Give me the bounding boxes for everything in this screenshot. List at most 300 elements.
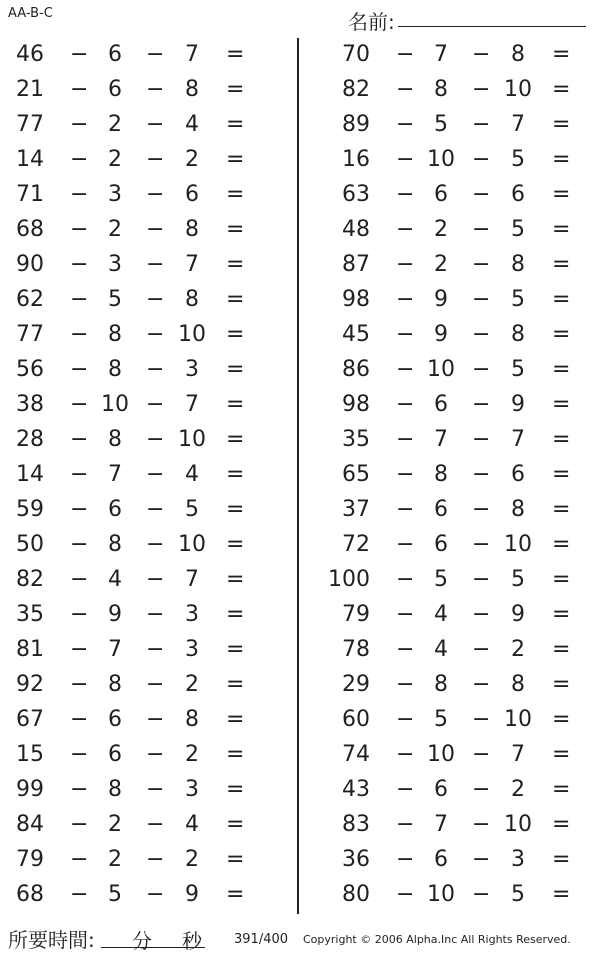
minuend: 37 bbox=[342, 497, 370, 522]
subtrahend-2: 6 bbox=[185, 182, 199, 207]
minuend: 82 bbox=[342, 77, 370, 102]
minuend: 82 bbox=[16, 567, 44, 592]
minuend: 50 bbox=[16, 532, 44, 557]
minus-sign: − bbox=[396, 77, 415, 102]
minus-sign: − bbox=[70, 42, 89, 67]
answer-blank[interactable] bbox=[576, 637, 600, 663]
minuend: 92 bbox=[16, 672, 44, 697]
equals-sign: = bbox=[226, 567, 245, 592]
minuend: 45 bbox=[342, 322, 370, 347]
minus-sign: − bbox=[472, 217, 491, 242]
name-dot: . bbox=[583, 19, 587, 30]
answer-blank[interactable] bbox=[250, 357, 290, 383]
equals-sign: = bbox=[226, 357, 245, 382]
subtrahend-1: 8 bbox=[434, 672, 448, 697]
answer-blank[interactable] bbox=[576, 112, 600, 138]
minus-sign: − bbox=[396, 812, 415, 837]
minus-sign: − bbox=[396, 357, 415, 382]
equals-sign: = bbox=[226, 182, 245, 207]
subtrahend-1: 4 bbox=[434, 602, 448, 627]
answer-blank[interactable] bbox=[576, 427, 600, 453]
minuend: 48 bbox=[342, 217, 370, 242]
equals-sign: = bbox=[226, 637, 245, 662]
minus-sign: − bbox=[146, 287, 165, 312]
equals-sign: = bbox=[552, 392, 571, 417]
minus-sign: − bbox=[146, 147, 165, 172]
minuend: 84 bbox=[16, 812, 44, 837]
answer-blank[interactable] bbox=[250, 672, 290, 698]
equals-sign: = bbox=[226, 77, 245, 102]
subtrahend-2: 5 bbox=[511, 567, 525, 592]
minus-sign: − bbox=[70, 427, 89, 452]
answer-blank[interactable] bbox=[576, 322, 600, 348]
minus-sign: − bbox=[472, 637, 491, 662]
minuend: 46 bbox=[16, 42, 44, 67]
minuend: 21 bbox=[16, 77, 44, 102]
minus-sign: − bbox=[146, 497, 165, 522]
minus-sign: − bbox=[396, 112, 415, 137]
subtrahend-2: 3 bbox=[185, 777, 199, 802]
subtrahend-1: 9 bbox=[108, 602, 122, 627]
answer-blank[interactable] bbox=[576, 147, 600, 173]
minus-sign: − bbox=[70, 462, 89, 487]
answer-blank[interactable] bbox=[250, 497, 290, 523]
answer-blank[interactable] bbox=[576, 812, 600, 838]
minus-sign: − bbox=[146, 462, 165, 487]
equals-sign: = bbox=[552, 567, 571, 592]
subtrahend-2: 7 bbox=[185, 42, 199, 67]
minus-sign: − bbox=[70, 77, 89, 102]
minus-sign: − bbox=[396, 567, 415, 592]
equals-sign: = bbox=[226, 672, 245, 697]
minuend: 74 bbox=[342, 742, 370, 767]
subtrahend-1: 2 bbox=[108, 812, 122, 837]
subtrahend-1: 5 bbox=[108, 287, 122, 312]
minus-sign: − bbox=[70, 357, 89, 382]
subtrahend-2: 8 bbox=[511, 42, 525, 67]
answer-blank[interactable] bbox=[250, 777, 290, 803]
minus-sign: − bbox=[396, 637, 415, 662]
subtrahend-1: 2 bbox=[108, 147, 122, 172]
minus-sign: − bbox=[472, 147, 491, 172]
answer-blank[interactable] bbox=[250, 182, 290, 208]
subtrahend-1: 8 bbox=[434, 77, 448, 102]
minuend: 79 bbox=[342, 602, 370, 627]
minuend: 68 bbox=[16, 882, 44, 907]
minuend: 59 bbox=[16, 497, 44, 522]
answer-blank[interactable] bbox=[576, 252, 600, 278]
subtrahend-2: 4 bbox=[185, 812, 199, 837]
minuend: 77 bbox=[16, 322, 44, 347]
equals-sign: = bbox=[226, 777, 245, 802]
answer-blank[interactable] bbox=[250, 567, 290, 593]
subtrahend-1: 7 bbox=[108, 462, 122, 487]
minus-sign: − bbox=[70, 532, 89, 557]
minus-sign: − bbox=[70, 392, 89, 417]
minus-sign: − bbox=[472, 252, 491, 277]
subtrahend-2: 7 bbox=[511, 742, 525, 767]
name-label: 名前: bbox=[348, 10, 395, 34]
equals-sign: = bbox=[552, 217, 571, 242]
equals-sign: = bbox=[226, 112, 245, 137]
subtrahend-1: 6 bbox=[108, 742, 122, 767]
subtrahend-1: 2 bbox=[108, 112, 122, 137]
subtrahend-2: 2 bbox=[185, 742, 199, 767]
minus-sign: − bbox=[146, 252, 165, 277]
subtrahend-1: 6 bbox=[108, 42, 122, 67]
answer-blank[interactable] bbox=[576, 672, 600, 698]
minus-sign: − bbox=[472, 287, 491, 312]
subtrahend-2: 3 bbox=[511, 847, 525, 872]
minuend: 43 bbox=[342, 777, 370, 802]
seconds-label: 秒 bbox=[182, 929, 202, 953]
answer-blank[interactable] bbox=[576, 742, 600, 768]
subtrahend-1: 2 bbox=[434, 252, 448, 277]
answer-blank[interactable] bbox=[250, 602, 290, 628]
subtrahend-2: 8 bbox=[185, 77, 199, 102]
equals-sign: = bbox=[226, 602, 245, 627]
subtrahend-1: 8 bbox=[108, 777, 122, 802]
subtrahend-1: 6 bbox=[434, 497, 448, 522]
answer-blank[interactable] bbox=[576, 287, 600, 313]
minus-sign: − bbox=[472, 497, 491, 522]
minus-sign: − bbox=[396, 147, 415, 172]
minus-sign: − bbox=[396, 672, 415, 697]
subtrahend-2: 10 bbox=[504, 812, 532, 837]
minus-sign: − bbox=[70, 777, 89, 802]
minus-sign: − bbox=[70, 497, 89, 522]
minus-sign: − bbox=[146, 707, 165, 732]
answer-blank[interactable] bbox=[576, 777, 600, 803]
minus-sign: − bbox=[396, 217, 415, 242]
subtrahend-1: 6 bbox=[108, 497, 122, 522]
minus-sign: − bbox=[146, 217, 165, 242]
minus-sign: − bbox=[70, 637, 89, 662]
subtrahend-1: 8 bbox=[108, 672, 122, 697]
minus-sign: − bbox=[146, 812, 165, 837]
minuend: 60 bbox=[342, 707, 370, 732]
minus-sign: − bbox=[396, 392, 415, 417]
minus-sign: − bbox=[472, 707, 491, 732]
equals-sign: = bbox=[552, 497, 571, 522]
equals-sign: = bbox=[552, 847, 571, 872]
subtrahend-2: 3 bbox=[185, 602, 199, 627]
equals-sign: = bbox=[552, 42, 571, 67]
minuend: 70 bbox=[342, 42, 370, 67]
equals-sign: = bbox=[552, 672, 571, 697]
minus-sign: − bbox=[146, 77, 165, 102]
subtrahend-1: 6 bbox=[108, 707, 122, 732]
answer-blank[interactable] bbox=[576, 532, 600, 558]
minus-sign: − bbox=[70, 847, 89, 872]
subtrahend-2: 2 bbox=[185, 847, 199, 872]
subtrahend-2: 9 bbox=[185, 882, 199, 907]
answer-blank[interactable] bbox=[250, 427, 290, 453]
minus-sign: − bbox=[146, 427, 165, 452]
subtrahend-2: 2 bbox=[185, 147, 199, 172]
subtrahend-1: 6 bbox=[434, 392, 448, 417]
subtrahend-2: 10 bbox=[178, 427, 206, 452]
minus-sign: − bbox=[396, 882, 415, 907]
answer-blank[interactable] bbox=[250, 112, 290, 138]
minus-sign: − bbox=[396, 777, 415, 802]
subtrahend-2: 8 bbox=[511, 497, 525, 522]
equals-sign: = bbox=[552, 707, 571, 732]
minus-sign: − bbox=[396, 602, 415, 627]
minuend: 71 bbox=[16, 182, 44, 207]
minus-sign: − bbox=[396, 252, 415, 277]
answer-blank[interactable] bbox=[250, 462, 290, 488]
subtrahend-2: 7 bbox=[185, 252, 199, 277]
equals-sign: = bbox=[552, 287, 571, 312]
copyright: Copyright © 2006 Alpha.Inc All Rights Reserved. bbox=[303, 933, 571, 946]
subtrahend-2: 3 bbox=[185, 357, 199, 382]
worksheet-code: AA-B-C bbox=[8, 6, 53, 21]
answer-blank[interactable] bbox=[250, 322, 290, 348]
minus-sign: − bbox=[146, 322, 165, 347]
minuend: 35 bbox=[16, 602, 44, 627]
subtrahend-1: 8 bbox=[108, 322, 122, 347]
equals-sign: = bbox=[226, 497, 245, 522]
minus-sign: − bbox=[472, 392, 491, 417]
subtrahend-1: 3 bbox=[108, 182, 122, 207]
minus-sign: − bbox=[70, 147, 89, 172]
answer-blank[interactable] bbox=[250, 42, 290, 68]
minus-sign: − bbox=[70, 112, 89, 137]
minus-sign: − bbox=[472, 602, 491, 627]
answer-blank[interactable] bbox=[576, 182, 600, 208]
minus-sign: − bbox=[396, 462, 415, 487]
answer-blank[interactable] bbox=[250, 882, 290, 908]
minus-sign: − bbox=[472, 882, 491, 907]
minus-sign: − bbox=[472, 742, 491, 767]
minus-sign: − bbox=[396, 322, 415, 347]
minus-sign: − bbox=[472, 77, 491, 102]
minus-sign: − bbox=[70, 742, 89, 767]
subtrahend-2: 5 bbox=[511, 357, 525, 382]
minus-sign: − bbox=[146, 637, 165, 662]
minuend: 99 bbox=[16, 777, 44, 802]
subtrahend-2: 9 bbox=[511, 602, 525, 627]
subtrahend-1: 8 bbox=[108, 532, 122, 557]
minuend: 62 bbox=[16, 287, 44, 312]
column-divider bbox=[297, 38, 299, 914]
minus-sign: − bbox=[472, 42, 491, 67]
minus-sign: − bbox=[70, 567, 89, 592]
answer-blank[interactable] bbox=[250, 77, 290, 103]
subtrahend-1: 8 bbox=[108, 357, 122, 382]
minus-sign: − bbox=[146, 672, 165, 697]
equals-sign: = bbox=[552, 637, 571, 662]
answer-blank[interactable] bbox=[576, 217, 600, 243]
subtrahend-2: 6 bbox=[511, 182, 525, 207]
minus-sign: − bbox=[146, 847, 165, 872]
subtrahend-2: 10 bbox=[504, 707, 532, 732]
answer-blank[interactable] bbox=[250, 217, 290, 243]
equals-sign: = bbox=[226, 252, 245, 277]
answer-blank[interactable] bbox=[576, 357, 600, 383]
answer-blank[interactable] bbox=[250, 637, 290, 663]
subtrahend-2: 10 bbox=[178, 532, 206, 557]
minuend: 15 bbox=[16, 742, 44, 767]
equals-sign: = bbox=[552, 812, 571, 837]
subtrahend-2: 10 bbox=[504, 77, 532, 102]
equals-sign: = bbox=[552, 462, 571, 487]
equals-sign: = bbox=[226, 147, 245, 172]
subtrahend-1: 8 bbox=[108, 427, 122, 452]
subtrahend-2: 3 bbox=[185, 637, 199, 662]
equals-sign: = bbox=[226, 847, 245, 872]
minuend: 65 bbox=[342, 462, 370, 487]
minuend: 56 bbox=[16, 357, 44, 382]
answer-blank[interactable] bbox=[576, 847, 600, 873]
minus-sign: − bbox=[396, 287, 415, 312]
minus-sign: − bbox=[70, 812, 89, 837]
subtrahend-2: 7 bbox=[511, 427, 525, 452]
subtrahend-1: 2 bbox=[434, 217, 448, 242]
subtrahend-1: 6 bbox=[434, 847, 448, 872]
minus-sign: − bbox=[396, 182, 415, 207]
subtrahend-1: 6 bbox=[434, 182, 448, 207]
subtrahend-2: 9 bbox=[511, 392, 525, 417]
minuend: 35 bbox=[342, 427, 370, 452]
subtrahend-1: 7 bbox=[434, 42, 448, 67]
minus-sign: − bbox=[472, 427, 491, 452]
minutes-label: 分 bbox=[132, 929, 152, 953]
subtrahend-1: 7 bbox=[108, 637, 122, 662]
equals-sign: = bbox=[552, 357, 571, 382]
subtrahend-1: 9 bbox=[434, 287, 448, 312]
minuend: 14 bbox=[16, 462, 44, 487]
minus-sign: − bbox=[70, 602, 89, 627]
answer-blank[interactable] bbox=[576, 462, 600, 488]
answer-blank[interactable] bbox=[576, 77, 600, 103]
minus-sign: − bbox=[472, 462, 491, 487]
minuend: 98 bbox=[342, 287, 370, 312]
answer-blank[interactable] bbox=[250, 532, 290, 558]
minuend: 79 bbox=[16, 847, 44, 872]
minus-sign: − bbox=[396, 532, 415, 557]
minus-sign: − bbox=[472, 357, 491, 382]
minus-sign: − bbox=[472, 532, 491, 557]
answer-blank[interactable] bbox=[250, 847, 290, 873]
answer-blank[interactable] bbox=[250, 742, 290, 768]
subtrahend-2: 7 bbox=[185, 567, 199, 592]
answer-blank[interactable] bbox=[250, 287, 290, 313]
subtrahend-1: 6 bbox=[434, 777, 448, 802]
subtrahend-1: 6 bbox=[108, 77, 122, 102]
minus-sign: − bbox=[70, 287, 89, 312]
subtrahend-1: 7 bbox=[434, 812, 448, 837]
answer-blank[interactable] bbox=[250, 252, 290, 278]
equals-sign: = bbox=[552, 532, 571, 557]
minus-sign: − bbox=[472, 847, 491, 872]
minuend: 14 bbox=[16, 147, 44, 172]
minus-sign: − bbox=[146, 567, 165, 592]
answer-blank[interactable] bbox=[576, 707, 600, 733]
subtrahend-2: 10 bbox=[504, 532, 532, 557]
minuend: 63 bbox=[342, 182, 370, 207]
minus-sign: − bbox=[146, 532, 165, 557]
minuend: 36 bbox=[342, 847, 370, 872]
minus-sign: − bbox=[70, 322, 89, 347]
subtrahend-1: 8 bbox=[434, 462, 448, 487]
answer-blank[interactable] bbox=[576, 392, 600, 418]
minuend: 29 bbox=[342, 672, 370, 697]
minus-sign: − bbox=[146, 742, 165, 767]
subtrahend-2: 5 bbox=[511, 882, 525, 907]
subtrahend-2: 7 bbox=[185, 392, 199, 417]
equals-sign: = bbox=[226, 322, 245, 347]
subtrahend-2: 8 bbox=[511, 322, 525, 347]
answer-blank[interactable] bbox=[250, 392, 290, 418]
minus-sign: − bbox=[472, 672, 491, 697]
minuend: 81 bbox=[16, 637, 44, 662]
minuend: 86 bbox=[342, 357, 370, 382]
minuend: 67 bbox=[16, 707, 44, 732]
minus-sign: − bbox=[146, 882, 165, 907]
answer-blank[interactable] bbox=[576, 567, 600, 593]
minus-sign: − bbox=[70, 672, 89, 697]
minus-sign: − bbox=[70, 182, 89, 207]
answer-blank[interactable] bbox=[576, 42, 600, 68]
minuend: 28 bbox=[16, 427, 44, 452]
equals-sign: = bbox=[226, 742, 245, 767]
minuend: 90 bbox=[16, 252, 44, 277]
minus-sign: − bbox=[396, 707, 415, 732]
equals-sign: = bbox=[226, 707, 245, 732]
equals-sign: = bbox=[226, 882, 245, 907]
minus-sign: − bbox=[146, 357, 165, 382]
answer-blank[interactable] bbox=[576, 882, 600, 908]
minus-sign: − bbox=[146, 777, 165, 802]
subtrahend-2: 5 bbox=[511, 287, 525, 312]
subtrahend-1: 4 bbox=[434, 637, 448, 662]
subtrahend-1: 10 bbox=[427, 357, 455, 382]
subtrahend-2: 6 bbox=[511, 462, 525, 487]
minus-sign: − bbox=[472, 322, 491, 347]
answer-blank[interactable] bbox=[576, 497, 600, 523]
minus-sign: − bbox=[146, 602, 165, 627]
minus-sign: − bbox=[70, 217, 89, 242]
minuend: 83 bbox=[342, 812, 370, 837]
minus-sign: − bbox=[396, 497, 415, 522]
subtrahend-2: 8 bbox=[185, 707, 199, 732]
subtrahend-2: 8 bbox=[185, 217, 199, 242]
name-blank-line[interactable] bbox=[398, 26, 586, 27]
equals-sign: = bbox=[226, 287, 245, 312]
answer-blank[interactable] bbox=[250, 812, 290, 838]
minus-sign: − bbox=[396, 42, 415, 67]
subtrahend-1: 2 bbox=[108, 217, 122, 242]
minus-sign: − bbox=[146, 112, 165, 137]
minus-sign: − bbox=[396, 847, 415, 872]
minuend: 38 bbox=[16, 392, 44, 417]
subtrahend-1: 5 bbox=[108, 882, 122, 907]
equals-sign: = bbox=[552, 147, 571, 172]
answer-blank[interactable] bbox=[250, 147, 290, 173]
subtrahend-1: 7 bbox=[434, 427, 448, 452]
answer-blank[interactable] bbox=[576, 602, 600, 628]
equals-sign: = bbox=[226, 427, 245, 452]
equals-sign: = bbox=[226, 532, 245, 557]
equals-sign: = bbox=[226, 217, 245, 242]
answer-blank[interactable] bbox=[250, 707, 290, 733]
subtrahend-2: 5 bbox=[185, 497, 199, 522]
subtrahend-1: 2 bbox=[108, 847, 122, 872]
subtrahend-2: 8 bbox=[511, 252, 525, 277]
minuend: 16 bbox=[342, 147, 370, 172]
